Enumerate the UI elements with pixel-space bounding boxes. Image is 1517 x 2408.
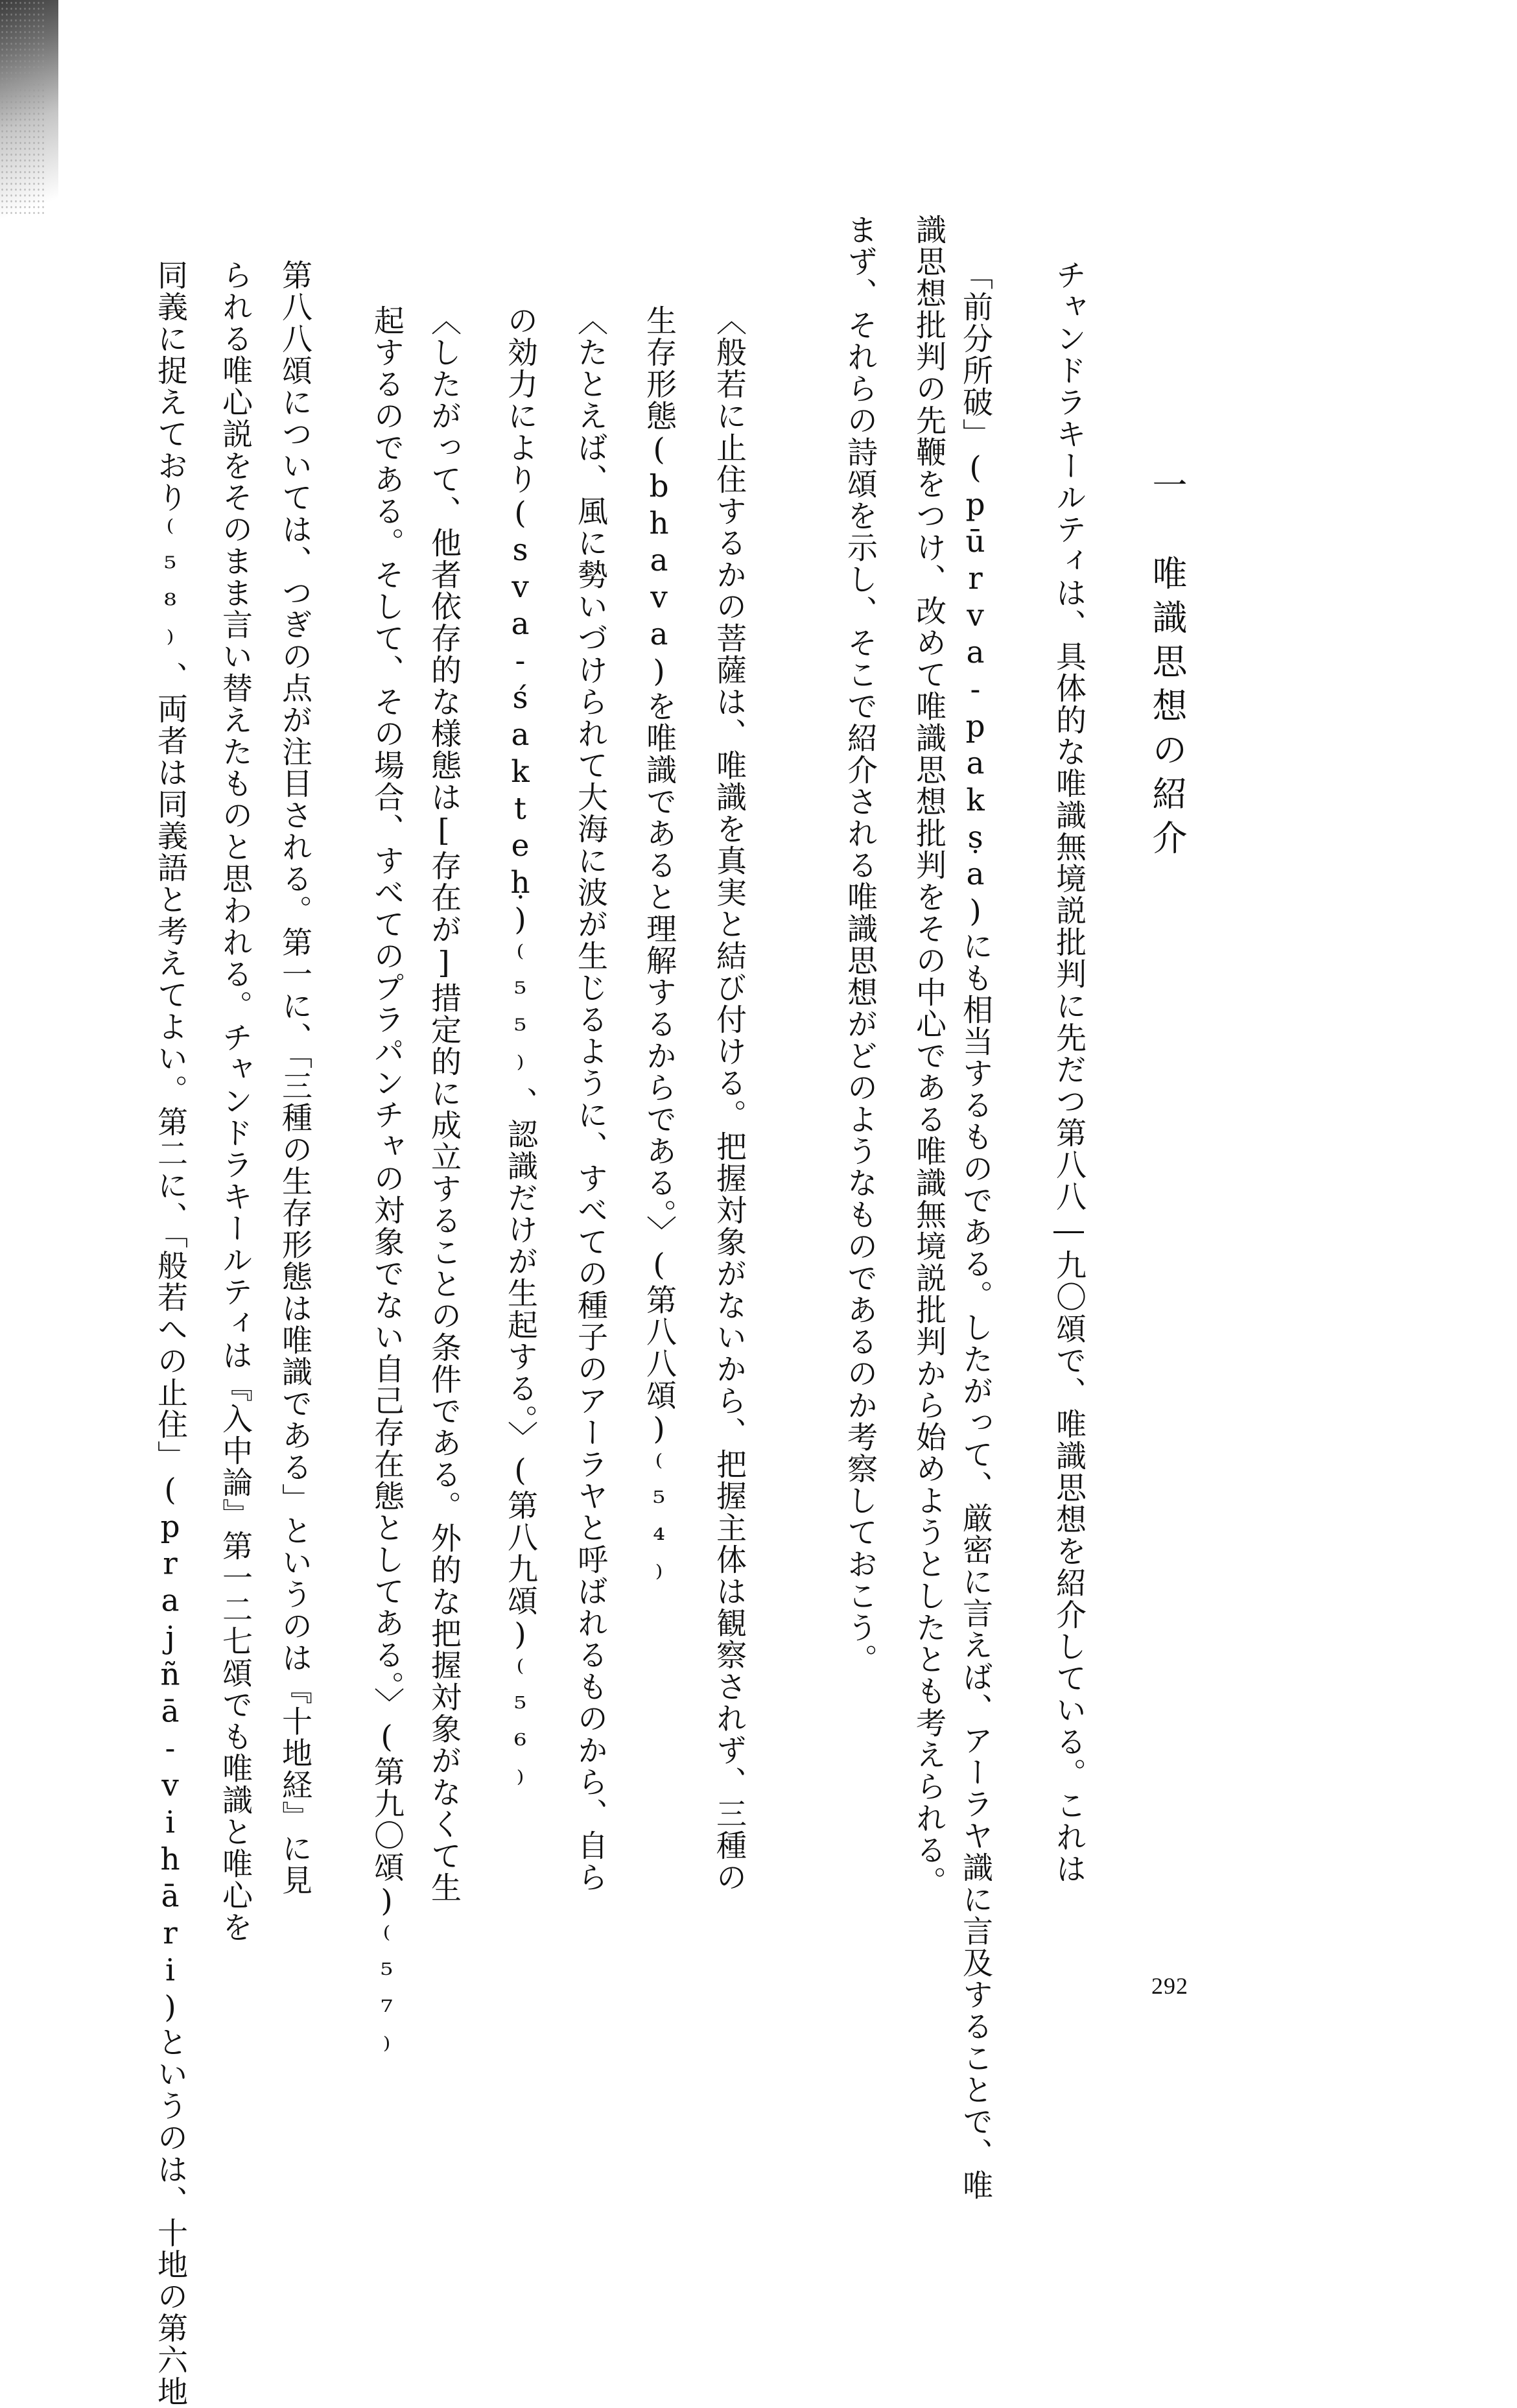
text-column-3: 識思想批判の先鞭をつけ、改めて唯識思想批判をその中心である唯識無境説批判から始めようとしたとも考えられる。 xyxy=(911,214,947,1898)
text-column-4: まず、それらの詩頌を示し、そこで紹介される唯識思想がどのようなものであるのか考察しておこう。 xyxy=(842,214,878,1675)
text-column-1: チャンドラキールティは、具体的な唯識無境説批判に先だつ第八八―九〇頌で、唯識思想を紹介している。これは xyxy=(1051,259,1087,1885)
text-column-10: 起するのである。そして、その場合、すべてのプラパンチャの対象でない自己存在態としてある。〉(第九〇頌)⁽⁵⁷⁾ xyxy=(369,305,405,2068)
text-column-6: 生存形態(bhava)を唯識であると理解するからである。〉(第八八頌)⁽⁵⁴⁾ xyxy=(641,305,677,1596)
section-heading: 一 唯識思想の紹介 xyxy=(1147,467,1188,864)
text-column-8: の効力により(sva-śakteḥ)⁽⁵⁵⁾、認識だけが生起する。〉(第八九頌)⁽⁵⁶⁾ xyxy=(502,305,538,1802)
text-column-12: られる唯心説をそのまま言い替えたものと思われる。チャンドラキールティは『入中論』第一二七頌でも唯識と唯心を xyxy=(217,259,253,1943)
text-column-11: 第八八頌については、つぎの点が注目される。第一に、「三種の生存形態は唯識である」というのは『十地経』に見 xyxy=(277,259,312,1896)
text-column-9: 〈したがって、他者依存的な様態は[存在が]措定的に成立することの条件である。外的な把握対象がなくて生 xyxy=(426,305,462,1904)
text-column-5: 〈般若に止住するかの菩薩は、唯識を真実と結び付ける。把握対象がないから、把握主体は観察されず、三種の xyxy=(711,305,747,1893)
text-column-2: 「前分所破」(pūrva-pakṣa)にも相当するものである。したがって、厳密に言えば、アーラヤ識に言及することで、唯 xyxy=(958,259,993,2201)
scan-edge-speckle xyxy=(0,0,45,214)
text-column-13: 同義に捉えており⁽⁵⁸⁾、両者は同義語と考えてよい。第二に、「般若への止住」(prajñā-vihāri)というのは、十地の第六地 xyxy=(152,259,188,2408)
text-column-7: 〈たとえば、風に勢いづけられて大海に波が生じるように、すべての種子のアーラヤと呼ばれるものから、自ら xyxy=(572,305,608,1893)
page-number: 292 xyxy=(1151,1973,1188,1999)
